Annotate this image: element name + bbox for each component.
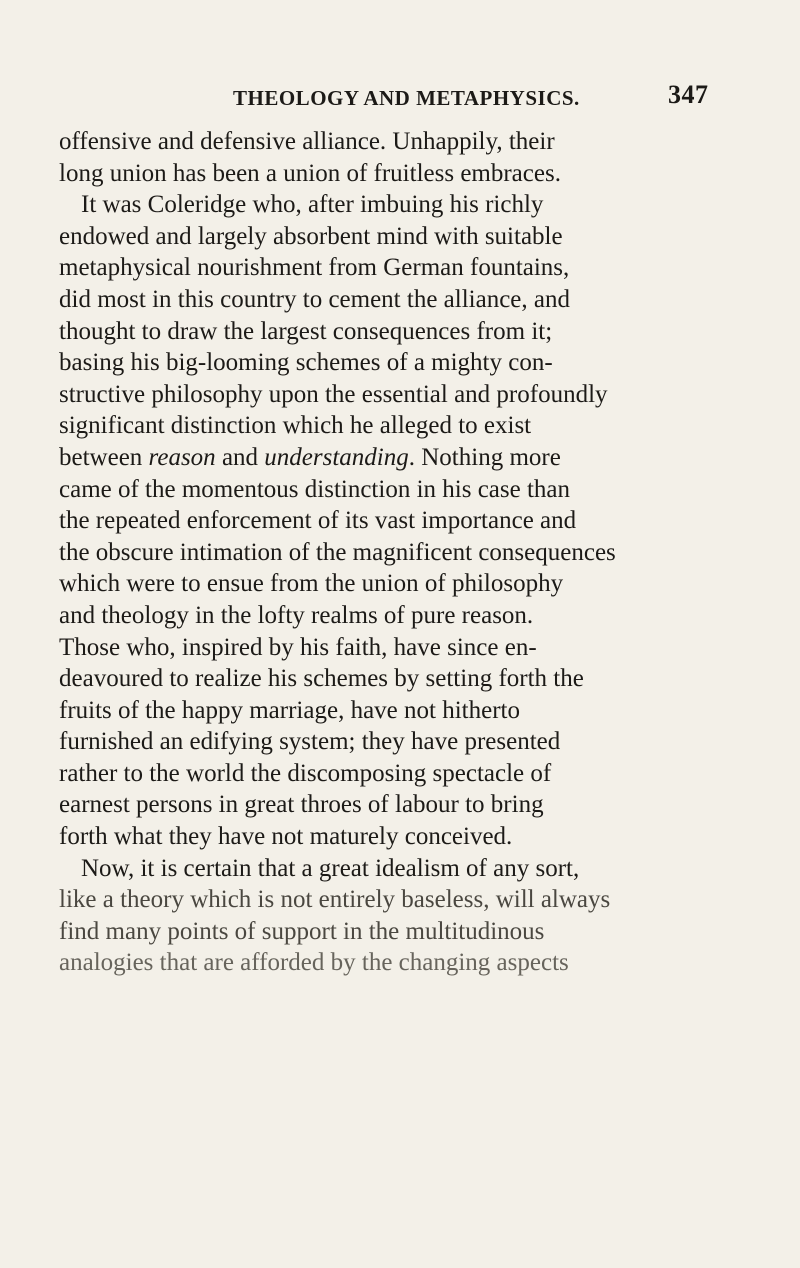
text-line: basing his big-looming schemes of a mighty con- (59, 349, 553, 377)
text-span: between (59, 443, 149, 471)
text-line: which were to ensue from the union of philosophy (59, 570, 564, 598)
paragraph-start-line: Now, it is certain that a great idealism of any sort, (81, 854, 580, 882)
text-line: came of the momentous distinction in his case than (59, 475, 570, 503)
body-text (59, 126, 799, 979)
text-line: thought to draw the largest consequences from it; (59, 317, 553, 345)
page-number: 347 (668, 80, 709, 109)
italic-term-understanding: understanding (264, 443, 409, 471)
text-line: find many points of support in the multitudinous (59, 917, 545, 945)
text-line: forth what they have not maturely conceived. (59, 823, 513, 851)
italic-term-reason: reason (148, 443, 216, 471)
text-line: earnest persons in great throes of labour to bring (59, 791, 544, 819)
text-line: metaphysical nourishment from German fountains, (59, 254, 570, 282)
text-line-with-italics (59, 442, 799, 474)
text-line: the obscure intimation of the magnificent consequences (59, 538, 616, 566)
text-span: . Nothing more (408, 443, 561, 471)
text-line: and theology in the lofty realms of pure reason. (59, 601, 534, 629)
text-line: furnished an edifying system; they have presented (59, 728, 561, 756)
text-line: long union has been a union of fruitless embraces. (59, 159, 561, 187)
text-span: and (215, 443, 265, 471)
text-line: Those who, inspired by his faith, have since en- (59, 633, 537, 661)
paragraph-start-line: It was Coleridge who, after imbuing his richly (81, 191, 544, 219)
text-line: did most in this country to cement the alliance, and (59, 285, 570, 313)
text-line: like a theory which is not entirely baseless, will always (59, 886, 611, 914)
text-line: analogies that are afforded by the changing aspects (59, 949, 569, 977)
text-line: fruits of the happy marriage, have not hitherto (59, 696, 520, 724)
text-line: offensive and defensive alliance. Unhappily, their (59, 128, 555, 155)
text-line: the repeated enforcement of its vast importance and (59, 507, 577, 535)
text-line: deavoured to realize his schemes by setting forth the (59, 665, 584, 693)
text-line: significant distinction which he alleged to exist (59, 412, 532, 440)
text-line: rather to the world the discomposing spectacle of (59, 759, 552, 787)
text-line: structive philosophy upon the essential and profoundly (59, 380, 608, 408)
text-line: endowed and largely absorbent mind with suitable (59, 222, 563, 250)
running-title: THEOLOGY AND METAPHYSICS. (233, 86, 580, 110)
